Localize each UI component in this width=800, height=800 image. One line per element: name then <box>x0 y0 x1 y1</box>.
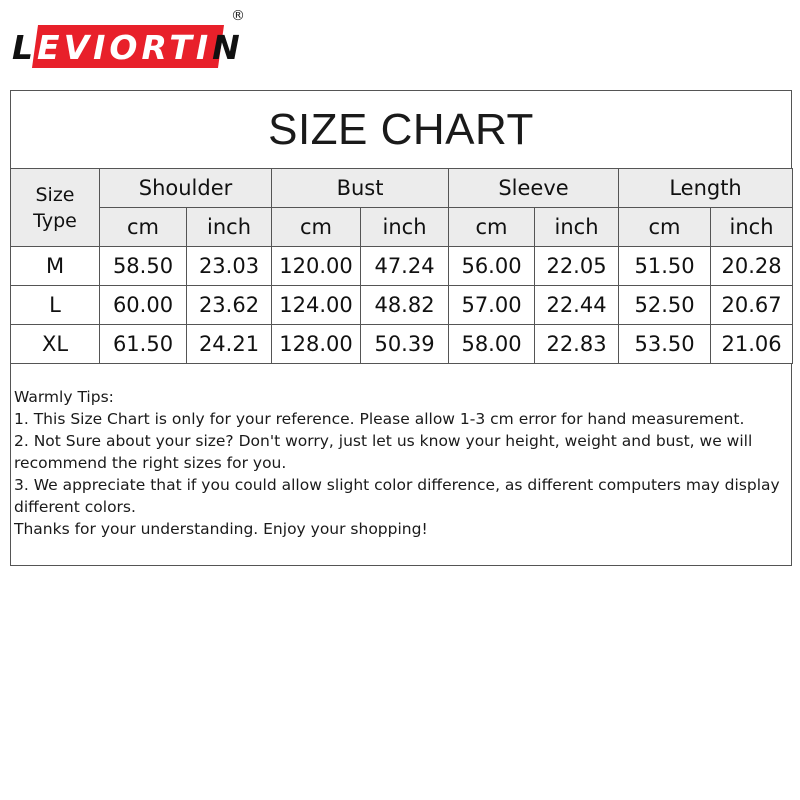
tips-heading: Warmly Tips: <box>14 388 114 406</box>
size-type-header: Size Type <box>11 169 100 247</box>
table-cell: 61.50 <box>100 325 187 364</box>
logo-wordmark: LEVIORTIN <box>12 28 244 67</box>
table-cell: 57.00 <box>449 286 535 325</box>
table-cell: 48.82 <box>361 286 449 325</box>
tip-line: 3. We appreciate that if you could allow slight color difference, as different computers may display different colors. <box>14 476 780 516</box>
table-row <box>11 286 793 325</box>
table-cell: 53.50 <box>619 325 711 364</box>
unit-header: inch <box>535 208 619 247</box>
table-cell: 50.39 <box>361 325 449 364</box>
table-cell: 22.05 <box>535 247 619 286</box>
title-bar <box>10 90 792 169</box>
tip-line: 1. This Size Chart is only for your reference. Please allow 1-3 cm error for hand measurement. <box>14 410 745 428</box>
table-cell: 52.50 <box>619 286 711 325</box>
table-cell: 56.00 <box>449 247 535 286</box>
unit-header: cm <box>449 208 535 247</box>
table-cell: 124.00 <box>272 286 361 325</box>
tips-closing: Thanks for your understanding. Enjoy your shopping! <box>14 520 428 538</box>
size-table <box>10 168 793 364</box>
unit-header: cm <box>272 208 361 247</box>
tip-line: 2. Not Sure about your size? Don't worry, just let us know your height, weight and bust, we will recommend the right sizes for you. <box>14 432 753 472</box>
table-row <box>11 247 793 286</box>
table-row <box>11 325 793 364</box>
table-cell: 23.62 <box>187 286 272 325</box>
table-cell: 60.00 <box>100 286 187 325</box>
size-label: M <box>11 247 100 286</box>
page-title: SIZE CHART <box>268 104 534 154</box>
table-cell: 128.00 <box>272 325 361 364</box>
size-label: XL <box>11 325 100 364</box>
unit-header: cm <box>619 208 711 247</box>
table-cell: 58.00 <box>449 325 535 364</box>
group-header-shoulder: Shoulder <box>100 169 272 208</box>
table-cell: 120.00 <box>272 247 361 286</box>
unit-header: cm <box>100 208 187 247</box>
group-header-sleeve: Sleeve <box>449 169 619 208</box>
table-cell: 47.24 <box>361 247 449 286</box>
group-header-length: Length <box>619 169 793 208</box>
table-cell: 23.03 <box>187 247 272 286</box>
size-label: L <box>11 286 100 325</box>
table-cell: 58.50 <box>100 247 187 286</box>
table-cell: 24.21 <box>187 325 272 364</box>
table-cell: 51.50 <box>619 247 711 286</box>
table-cell: 22.83 <box>535 325 619 364</box>
group-header-bust: Bust <box>272 169 449 208</box>
tips-block <box>14 386 784 540</box>
brand-logo <box>10 22 244 70</box>
unit-header: inch <box>187 208 272 247</box>
table-cell: 21.06 <box>711 325 793 364</box>
unit-header: inch <box>361 208 449 247</box>
table-cell: 22.44 <box>535 286 619 325</box>
table-cell: 20.67 <box>711 286 793 325</box>
unit-header: inch <box>711 208 793 247</box>
registered-mark: ® <box>231 8 245 24</box>
table-cell: 20.28 <box>711 247 793 286</box>
